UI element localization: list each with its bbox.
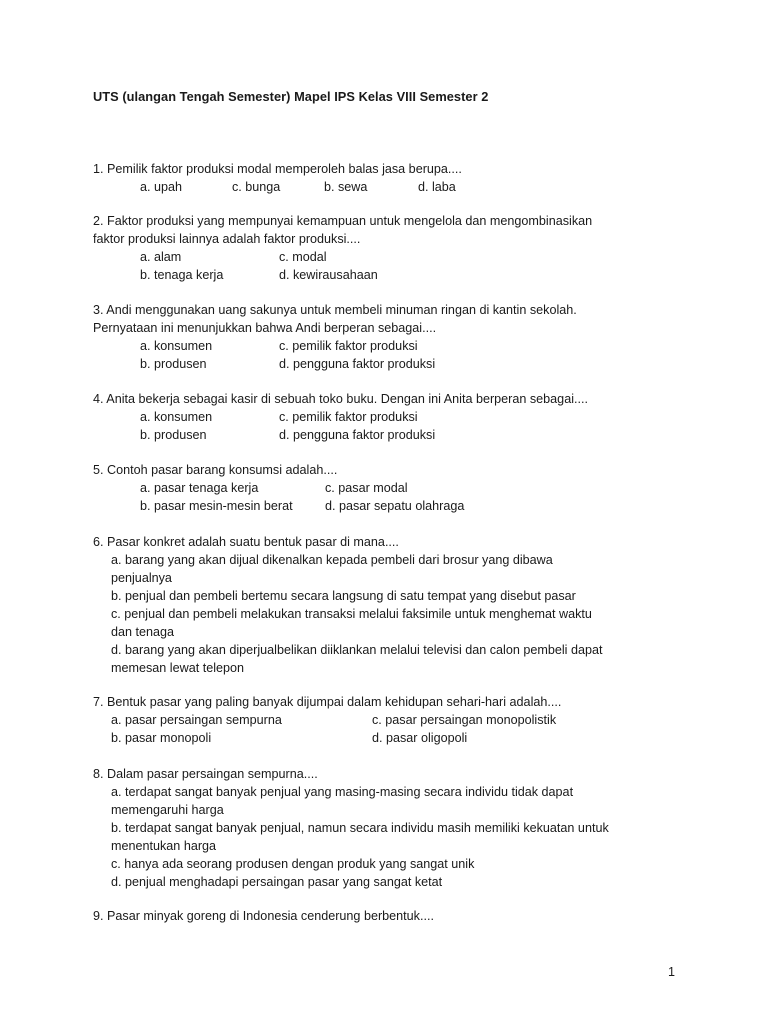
- question-6-option-a: a. barang yang akan dijual dikenalkan kepada pembeli dari brosur yang dibawa: [111, 553, 553, 567]
- question-4-option-d: d. pengguna faktor produksi: [279, 428, 436, 442]
- question-1: [93, 160, 693, 194]
- question-6-option-c-cont: dan tenaga: [111, 625, 175, 639]
- question-3-option-d: d. pengguna faktor produksi: [279, 357, 436, 371]
- question-7-option-c: c. pasar persaingan monopolistik: [372, 713, 557, 727]
- question-8-option-c: c. hanya ada seorang produsen dengan produk yang sangat unik: [111, 857, 475, 871]
- question-5-stem: 5. Contoh pasar barang konsumsi adalah....: [93, 463, 338, 477]
- question-4-option-b: b. produsen: [140, 428, 207, 442]
- question-6-option-a-cont: penjualnya: [111, 571, 172, 585]
- question-5-option-a: a. pasar tenaga kerja: [140, 481, 259, 495]
- question-2: [93, 212, 713, 282]
- question-6-option-b: b. penjual dan pembeli bertemu secara langsung di satu tempat yang disebut pasar: [111, 589, 576, 603]
- question-5-option-c: c. pasar modal: [325, 481, 408, 495]
- question-2-option-c: c. modal: [279, 250, 327, 264]
- question-2-stem-line-2: faktor produksi lainnya adalah faktor produksi....: [93, 232, 361, 246]
- question-6-stem: 6. Pasar konkret adalah suatu bentuk pasar di mana....: [93, 535, 399, 549]
- question-8-option-a: a. terdapat sangat banyak penjual yang masing-masing secara individu tidak dapat: [111, 785, 574, 799]
- page-title: UTS (ulangan Tengah Semester) Mapel IPS Kelas VIII Semester 2: [93, 89, 489, 104]
- question-1-option-b: b. sewa: [324, 180, 368, 194]
- question-1-option-a: a. upah: [140, 180, 183, 194]
- question-7: [93, 693, 713, 745]
- question-8-option-a-cont: memengaruhi harga: [111, 803, 224, 817]
- question-8-stem: 8. Dalam pasar persaingan sempurna....: [93, 767, 318, 781]
- question-8-option-d: d. penjual menghadapi persaingan pasar yang sangat ketat: [111, 875, 443, 889]
- question-8-option-b: b. terdapat sangat banyak penjual, namun secara individu masih memiliki kekuatan untuk: [111, 821, 609, 835]
- question-5: [93, 461, 693, 513]
- question-7-option-a: a. pasar persaingan sempurna: [111, 713, 282, 727]
- question-4-option-c: c. pemilik faktor produksi: [279, 410, 418, 424]
- question-9: [93, 907, 693, 925]
- question-5-option-b: b. pasar mesin-mesin berat: [140, 499, 293, 513]
- question-1-stem: 1. Pemilik faktor produksi modal memperoleh balas jasa berupa....: [93, 162, 462, 176]
- question-3: [93, 301, 713, 371]
- question-3-option-b: b. produsen: [140, 357, 207, 371]
- question-2-option-d: d. kewirausahaan: [279, 268, 378, 282]
- question-7-option-b: b. pasar monopoli: [111, 731, 212, 745]
- question-2-option-b: b. tenaga kerja: [140, 268, 224, 282]
- page-number: 1: [667, 965, 675, 979]
- question-5-option-d: d. pasar sepatu olahraga: [325, 499, 465, 513]
- question-8-option-b-cont: menentukan harga: [111, 839, 217, 853]
- question-4: [93, 390, 713, 442]
- question-6-option-c: c. penjual dan pembeli melakukan transaksi melalui faksimile untuk menghemat waktu: [111, 607, 592, 621]
- question-3-stem-line-2: Pernyataan ini menunjukkan bahwa Andi berperan sebagai....: [93, 321, 437, 335]
- question-2-stem-line-1: 2. Faktor produksi yang mempunyai kemampuan untuk mengelola dan mengombinasikan: [93, 214, 593, 228]
- question-9-stem: 9. Pasar minyak goreng di Indonesia cenderung berbentuk....: [93, 909, 434, 923]
- question-8: [93, 765, 713, 891]
- question-6-option-d-cont: memesan lewat telepon: [111, 661, 245, 675]
- question-4-option-a: a. konsumen: [140, 410, 213, 424]
- question-6: [93, 533, 713, 677]
- question-3-option-a: a. konsumen: [140, 339, 213, 353]
- question-7-option-d: d. pasar oligopoli: [372, 731, 468, 745]
- question-7-stem: 7. Bentuk pasar yang paling banyak dijumpai dalam kehidupan sehari-hari adalah....: [93, 695, 562, 709]
- question-1-option-d: d. laba: [418, 180, 456, 194]
- question-1-option-c: c. bunga: [232, 180, 281, 194]
- question-6-option-d: d. barang yang akan diperjualbelikan diiklankan melalui televisi dan calon pembeli dapat: [111, 643, 603, 657]
- question-3-stem-line-1: 3. Andi menggunakan uang sakunya untuk membeli minuman ringan di kantin sekolah.: [93, 303, 577, 317]
- question-2-option-a: a. alam: [140, 250, 182, 264]
- question-4-stem: 4. Anita bekerja sebagai kasir di sebuah toko buku. Dengan ini Anita berperan sebagai....: [93, 392, 588, 406]
- question-3-option-c: c. pemilik faktor produksi: [279, 339, 418, 353]
